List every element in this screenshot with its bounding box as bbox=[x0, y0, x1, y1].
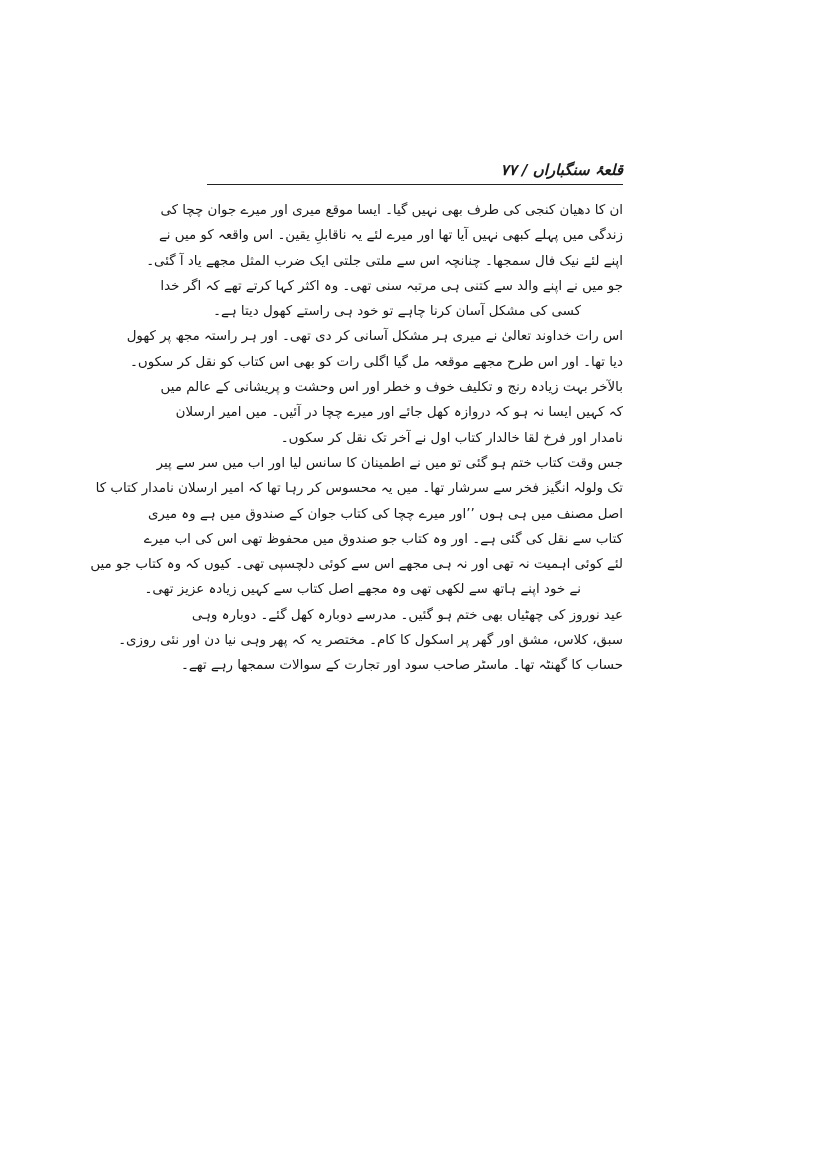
text-line: تک ولولہ انگیز فخر سے سرشار تھا۔ میں یہ محسوس کر رہا تھا کہ امیر ارسلان نامدار کتاب کا bbox=[95, 481, 623, 497]
text-line: ان کا دھیان کنجی کی طرف بھی نہیں گیا۔ ایسا موقع میری اور میرے جوان چچا کی bbox=[160, 203, 623, 218]
text-line: کہ کہیں ایسا نہ ہو کہ دروازہ کھل جائے اور میرے چچا در آئیں۔ میں امیر ارسلان bbox=[175, 405, 623, 421]
body-text bbox=[90, 198, 623, 679]
running-title: قلعۂ سنگباراں / ۷۷ bbox=[500, 161, 623, 179]
text-line: سبق، کلاس، مشق اور گھر پر اسکول کا کام۔ مختصر یہ کہ پھر وہی نیا دن اور نئی روزی۔ bbox=[118, 633, 623, 649]
text-line: بالآخر بہت زیادہ رنج و تکلیف خوف و خطر اور اس وحشت و پریشانی کے عالم میں bbox=[160, 380, 623, 396]
paragraph-4 bbox=[90, 451, 623, 603]
paragraph-3 bbox=[160, 375, 623, 451]
paragraph-2 bbox=[126, 324, 623, 375]
page-header bbox=[207, 158, 623, 188]
text-line: کسی کی مشکل آسان کرنا چاہے تو خود ہی راستے کھول دیتا ہے۔ bbox=[213, 304, 581, 320]
text-line: اصل مصنف میں ہی ہوں ’’اور میرے چچا کی کتاب جوان کے صندوق میں ہے وہ میری bbox=[147, 506, 623, 522]
text-line: نامدار اور فرخ لقا خالدار کتاب اول نے آخر تک نقل کر سکوں۔ bbox=[280, 430, 623, 446]
text-line: زندگی میں پہلے کبھی نہیں آیا تھا اور میرے لئے یہ ناقابلِ یقین۔ اس واقعہ کو میں نے bbox=[158, 228, 623, 244]
text-line: جو میں نے اپنے والد سے کتنی ہی مرتبہ سنی تھی۔ وہ اکثر کہا کرتے تھے کہ اگر خدا bbox=[160, 278, 623, 294]
text-line: جس وقت کتاب ختم ہو گئی تو میں نے اطمینان کا سانس لیا اور اب میں سر سے پیر bbox=[156, 455, 623, 471]
text-line: دیا تھا۔ اور اس طرح مجھے موقعہ مل گیا اگلی رات کو بھی اس کتاب کو نقل کر سکوں۔ bbox=[130, 354, 623, 370]
text-line: لئے کوئی اہمیت نہ تھی اور نہ ہی مجھے اس سے کوئی دلچسپی تھی۔ کیوں کہ وہ کتاب جو میں bbox=[90, 557, 623, 573]
text-line: اس رات خداوند تعالیٰ نے میری ہر مشکل آسانی کر دی تھی۔ اور ہر راستہ مجھ پر کھول bbox=[126, 329, 623, 345]
paragraph-5 bbox=[118, 603, 623, 679]
text-line: نے خود اپنے ہاتھ سے لکھی تھی وہ مجھے اصل کتاب سے کہیں زیادہ عزیز تھی۔ bbox=[144, 582, 581, 598]
text-line: عید نوروز کی چھٹیاں بھی ختم ہو گئیں۔ مدرسے دوبارہ کھل گئے۔ دوبارہ وہی bbox=[191, 607, 623, 623]
text-line: کتاب سے نقل کی گئی ہے۔ اور وہ کتاب جو صندوق میں محفوظ تھی اس کی اب میرے bbox=[143, 531, 623, 547]
paragraph-1 bbox=[146, 198, 623, 324]
text-line: حساب کا گھنٹہ تھا۔ ماسٹر صاحب سود اور تجارت کے سوالات سمجھا رہے تھے۔ bbox=[181, 658, 623, 674]
text-line: اپنے لئے نیک فال سمجھا۔ چنانچہ اس سے ملتی جلتی ایک ضرب المثل مجھے یاد آ گئی۔ bbox=[146, 253, 623, 269]
header-divider bbox=[207, 184, 623, 185]
